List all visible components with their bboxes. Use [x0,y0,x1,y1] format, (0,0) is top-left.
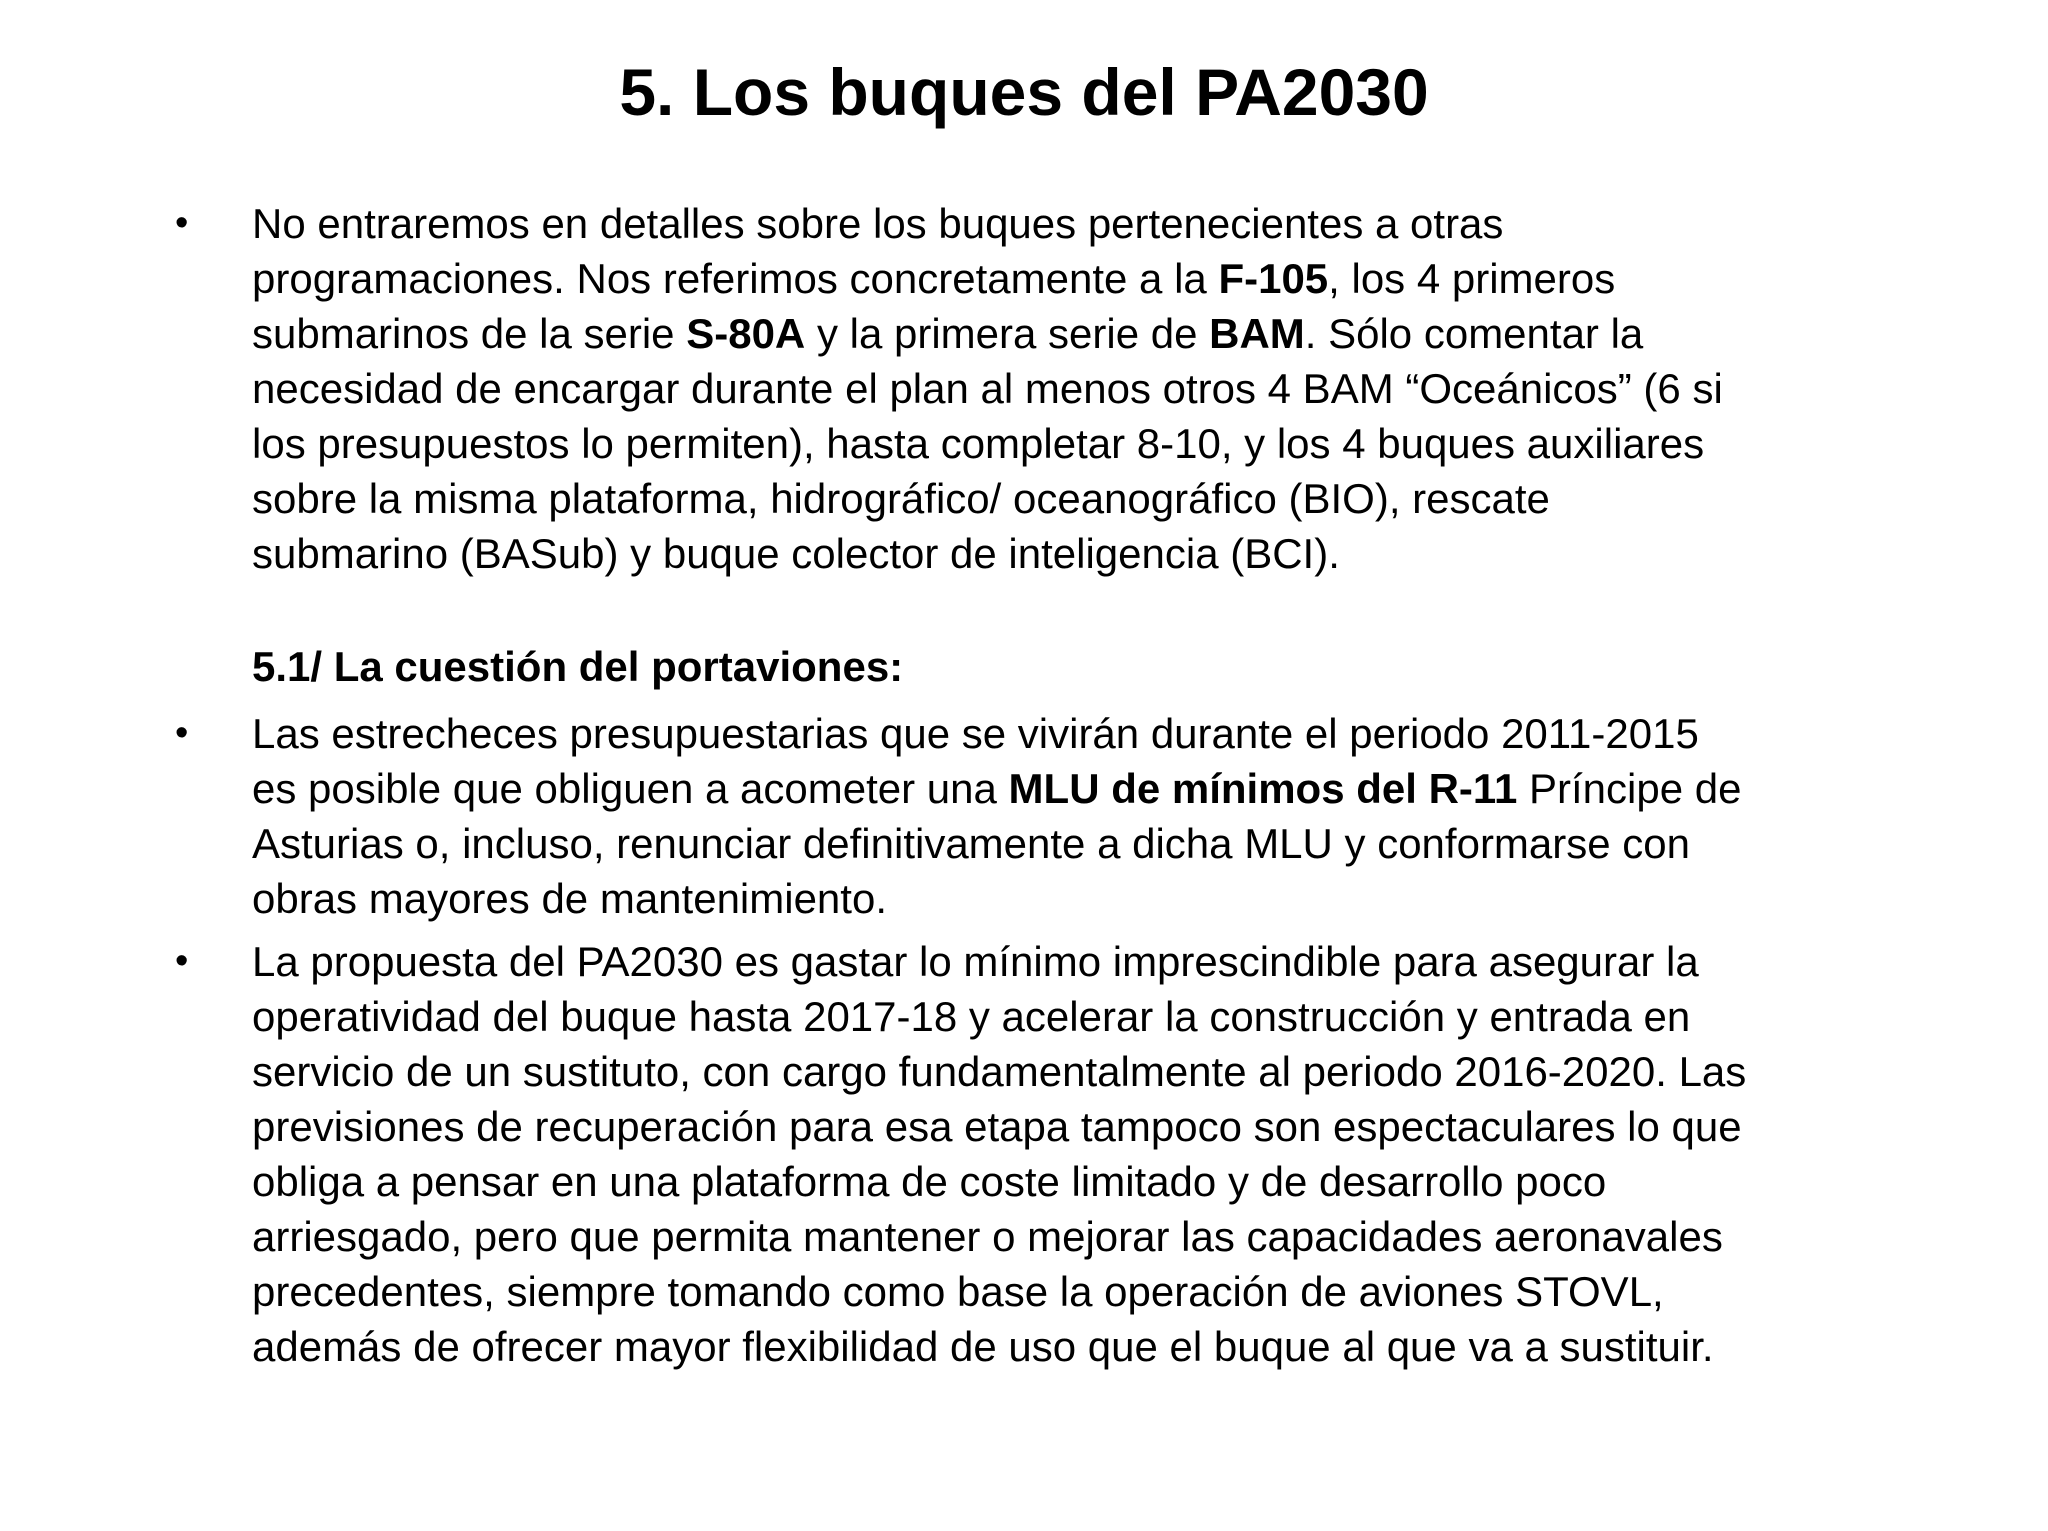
text-line: submarino (BASub) y buque colector de inteligencia (BCI). [252,530,1340,577]
bold-term: F-105 [1218,255,1329,302]
text-line: sobre la misma plataforma, hidrográfico/ oceanográfico (BIO), rescate [252,475,1550,522]
slide-title: 5. Los buques del PA2030 [619,55,1429,129]
text-line: operatividad del buque hasta 2017-18 y acelerar la construcción y entrada en [252,993,1691,1040]
text-line [252,761,1965,816]
text-run: es posible que obliguen a acometer una [252,765,1009,812]
slide-body [165,196,1965,1374]
bold-term: BAM [1209,310,1305,357]
bullet-icon: • [175,712,189,754]
spacer [165,581,1965,639]
text-line [252,306,1965,361]
bullet-item-other-programs [165,196,1965,581]
paragraph-text [252,934,1965,1374]
text-run: y la primera serie de [805,310,1210,357]
bold-term: MLU de mínimos del R-11 [1008,765,1518,812]
text-line: Las estrecheces presupuestarias que se vivirán durante el periodo 2011-2015 [252,710,1699,757]
bullet-icon: • [175,940,189,982]
bold-term: S-80A [686,310,806,357]
text-line: No entraremos en detalles sobre los buques pertenecientes a otras [252,200,1504,247]
text-line: arriesgado, pero que permita mantener o mejorar las capacidades aeronavales [252,1213,1723,1260]
text-line: además de ofrecer mayor flexibilidad de uso que el buque al que va a sustituir. [252,1323,1714,1370]
paragraph-text [252,706,1965,926]
text-line: servicio de un sustituto, con cargo fundamentalmente al periodo 2016-2020. Las [252,1048,1747,1095]
text-run: . Sólo comentar la [1304,310,1644,357]
spacer [165,926,1965,934]
text-line: obras mayores de mantenimiento. [252,875,887,922]
text-line: necesidad de encargar durante el plan al menos otros 4 BAM “Oceánicos” (6 si [252,365,1723,412]
text-line: La propuesta del PA2030 es gastar lo mínimo imprescindible para asegurar la [252,938,1699,985]
text-line: los presupuestos lo permiten), hasta completar 8-10, y los 4 buques auxiliares [252,420,1705,467]
bullet-icon: • [175,202,189,244]
text-run: programaciones. Nos referimos concretamente a la [252,255,1219,302]
paragraph-text [252,196,1965,581]
text-run: Príncipe de [1517,765,1742,812]
section-subheading: 5.1/ La cuestión del portaviones: [252,643,904,690]
bullet-item-proposal [165,934,1965,1374]
text-line: previsiones de recuperación para esa etapa tampoco son espectaculares lo que [252,1103,1742,1150]
text-line: precedentes, siempre tomando como base la operación de aviones STOVL, [252,1268,1664,1315]
bullet-item-budget [165,706,1965,926]
text-run: , los 4 primeros [1328,255,1616,302]
text-line [252,251,1965,306]
text-line: Asturias o, incluso, renunciar definitivamente a dicha MLU y conformarse con [252,820,1691,867]
text-line: obliga a pensar en una plataforma de coste limitado y de desarrollo poco [252,1158,1607,1205]
text-run: submarinos de la serie [252,310,687,357]
